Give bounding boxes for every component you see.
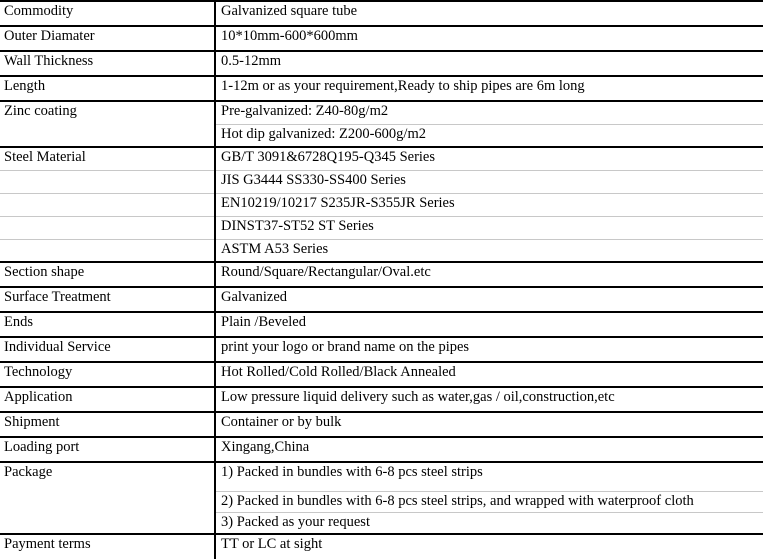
spec-value: Container or by bulk — [215, 412, 763, 437]
spec-label: Shipment — [0, 412, 215, 437]
spec-value: ASTM A53 Series — [215, 239, 763, 262]
table-row — [0, 1, 763, 26]
spec-label: Payment terms — [0, 534, 215, 559]
spec-label: Technology — [0, 362, 215, 387]
spec-label-continuation — [0, 216, 215, 239]
spec-value: Low pressure liquid delivery such as water,gas / oil,construction,etc — [215, 387, 763, 412]
spec-value: Xingang,China — [215, 437, 763, 462]
table-subrow — [0, 170, 763, 193]
spec-label-continuation — [0, 193, 215, 216]
spec-label: Surface Treatment — [0, 287, 215, 312]
table-row — [0, 387, 763, 412]
table-row — [0, 312, 763, 337]
table-row — [0, 437, 763, 462]
spec-label: Length — [0, 76, 215, 101]
spec-label-continuation — [0, 170, 215, 193]
spec-label: Steel Material — [0, 147, 215, 170]
table-row — [0, 287, 763, 312]
table-row — [0, 147, 763, 170]
table-row — [0, 337, 763, 362]
spec-value: 1) Packed in bundles with 6-8 pcs steel strips — [215, 462, 763, 491]
spec-table-body — [0, 1, 763, 559]
spec-value: JIS G3444 SS330-SS400 Series — [215, 170, 763, 193]
spec-value: 2) Packed in bundles with 6-8 pcs steel strips, and wrapped with waterproof cloth — [215, 491, 763, 512]
table-row — [0, 76, 763, 101]
table-row — [0, 101, 763, 124]
spec-value: Galvanized square tube — [215, 1, 763, 26]
spec-label-continuation — [0, 239, 215, 262]
spec-value: 0.5-12mm — [215, 51, 763, 76]
table-row — [0, 262, 763, 287]
spec-label: Loading port — [0, 437, 215, 462]
spec-label: Wall Thickness — [0, 51, 215, 76]
spec-value: Pre-galvanized: Z40-80g/m2 — [215, 101, 763, 124]
spec-label: Zinc coating — [0, 101, 215, 147]
spec-value: 3) Packed as your request — [215, 512, 763, 534]
spec-label: Application — [0, 387, 215, 412]
spec-label: Outer Diamater — [0, 26, 215, 51]
spec-value: Galvanized — [215, 287, 763, 312]
spec-value: DINST37-ST52 ST Series — [215, 216, 763, 239]
spec-value: 1-12m or as your requirement,Ready to ship pipes are 6m long — [215, 76, 763, 101]
table-row — [0, 362, 763, 387]
spec-value: print your logo or brand name on the pipes — [215, 337, 763, 362]
spec-label: Package — [0, 462, 215, 534]
spec-label: Commodity — [0, 1, 215, 26]
table-row — [0, 51, 763, 76]
table-row — [0, 462, 763, 491]
spec-value: Round/Square/Rectangular/Oval.etc — [215, 262, 763, 287]
table-subrow — [0, 216, 763, 239]
table-subrow — [0, 239, 763, 262]
table-row — [0, 26, 763, 51]
table-row — [0, 412, 763, 437]
table-subrow — [0, 193, 763, 216]
spec-value: EN10219/10217 S235JR-S355JR Series — [215, 193, 763, 216]
spec-value: Hot dip galvanized: Z200-600g/m2 — [215, 124, 763, 147]
spec-label: Individual Service — [0, 337, 215, 362]
spec-value: GB/T 3091&6728Q195-Q345 Series — [215, 147, 763, 170]
spec-label: Ends — [0, 312, 215, 337]
table-row — [0, 534, 763, 559]
spec-label: Section shape — [0, 262, 215, 287]
spec-value: TT or LC at sight — [215, 534, 763, 559]
spec-value: 10*10mm-600*600mm — [215, 26, 763, 51]
spec-value: Hot Rolled/Cold Rolled/Black Annealed — [215, 362, 763, 387]
spec-value: Plain /Beveled — [215, 312, 763, 337]
